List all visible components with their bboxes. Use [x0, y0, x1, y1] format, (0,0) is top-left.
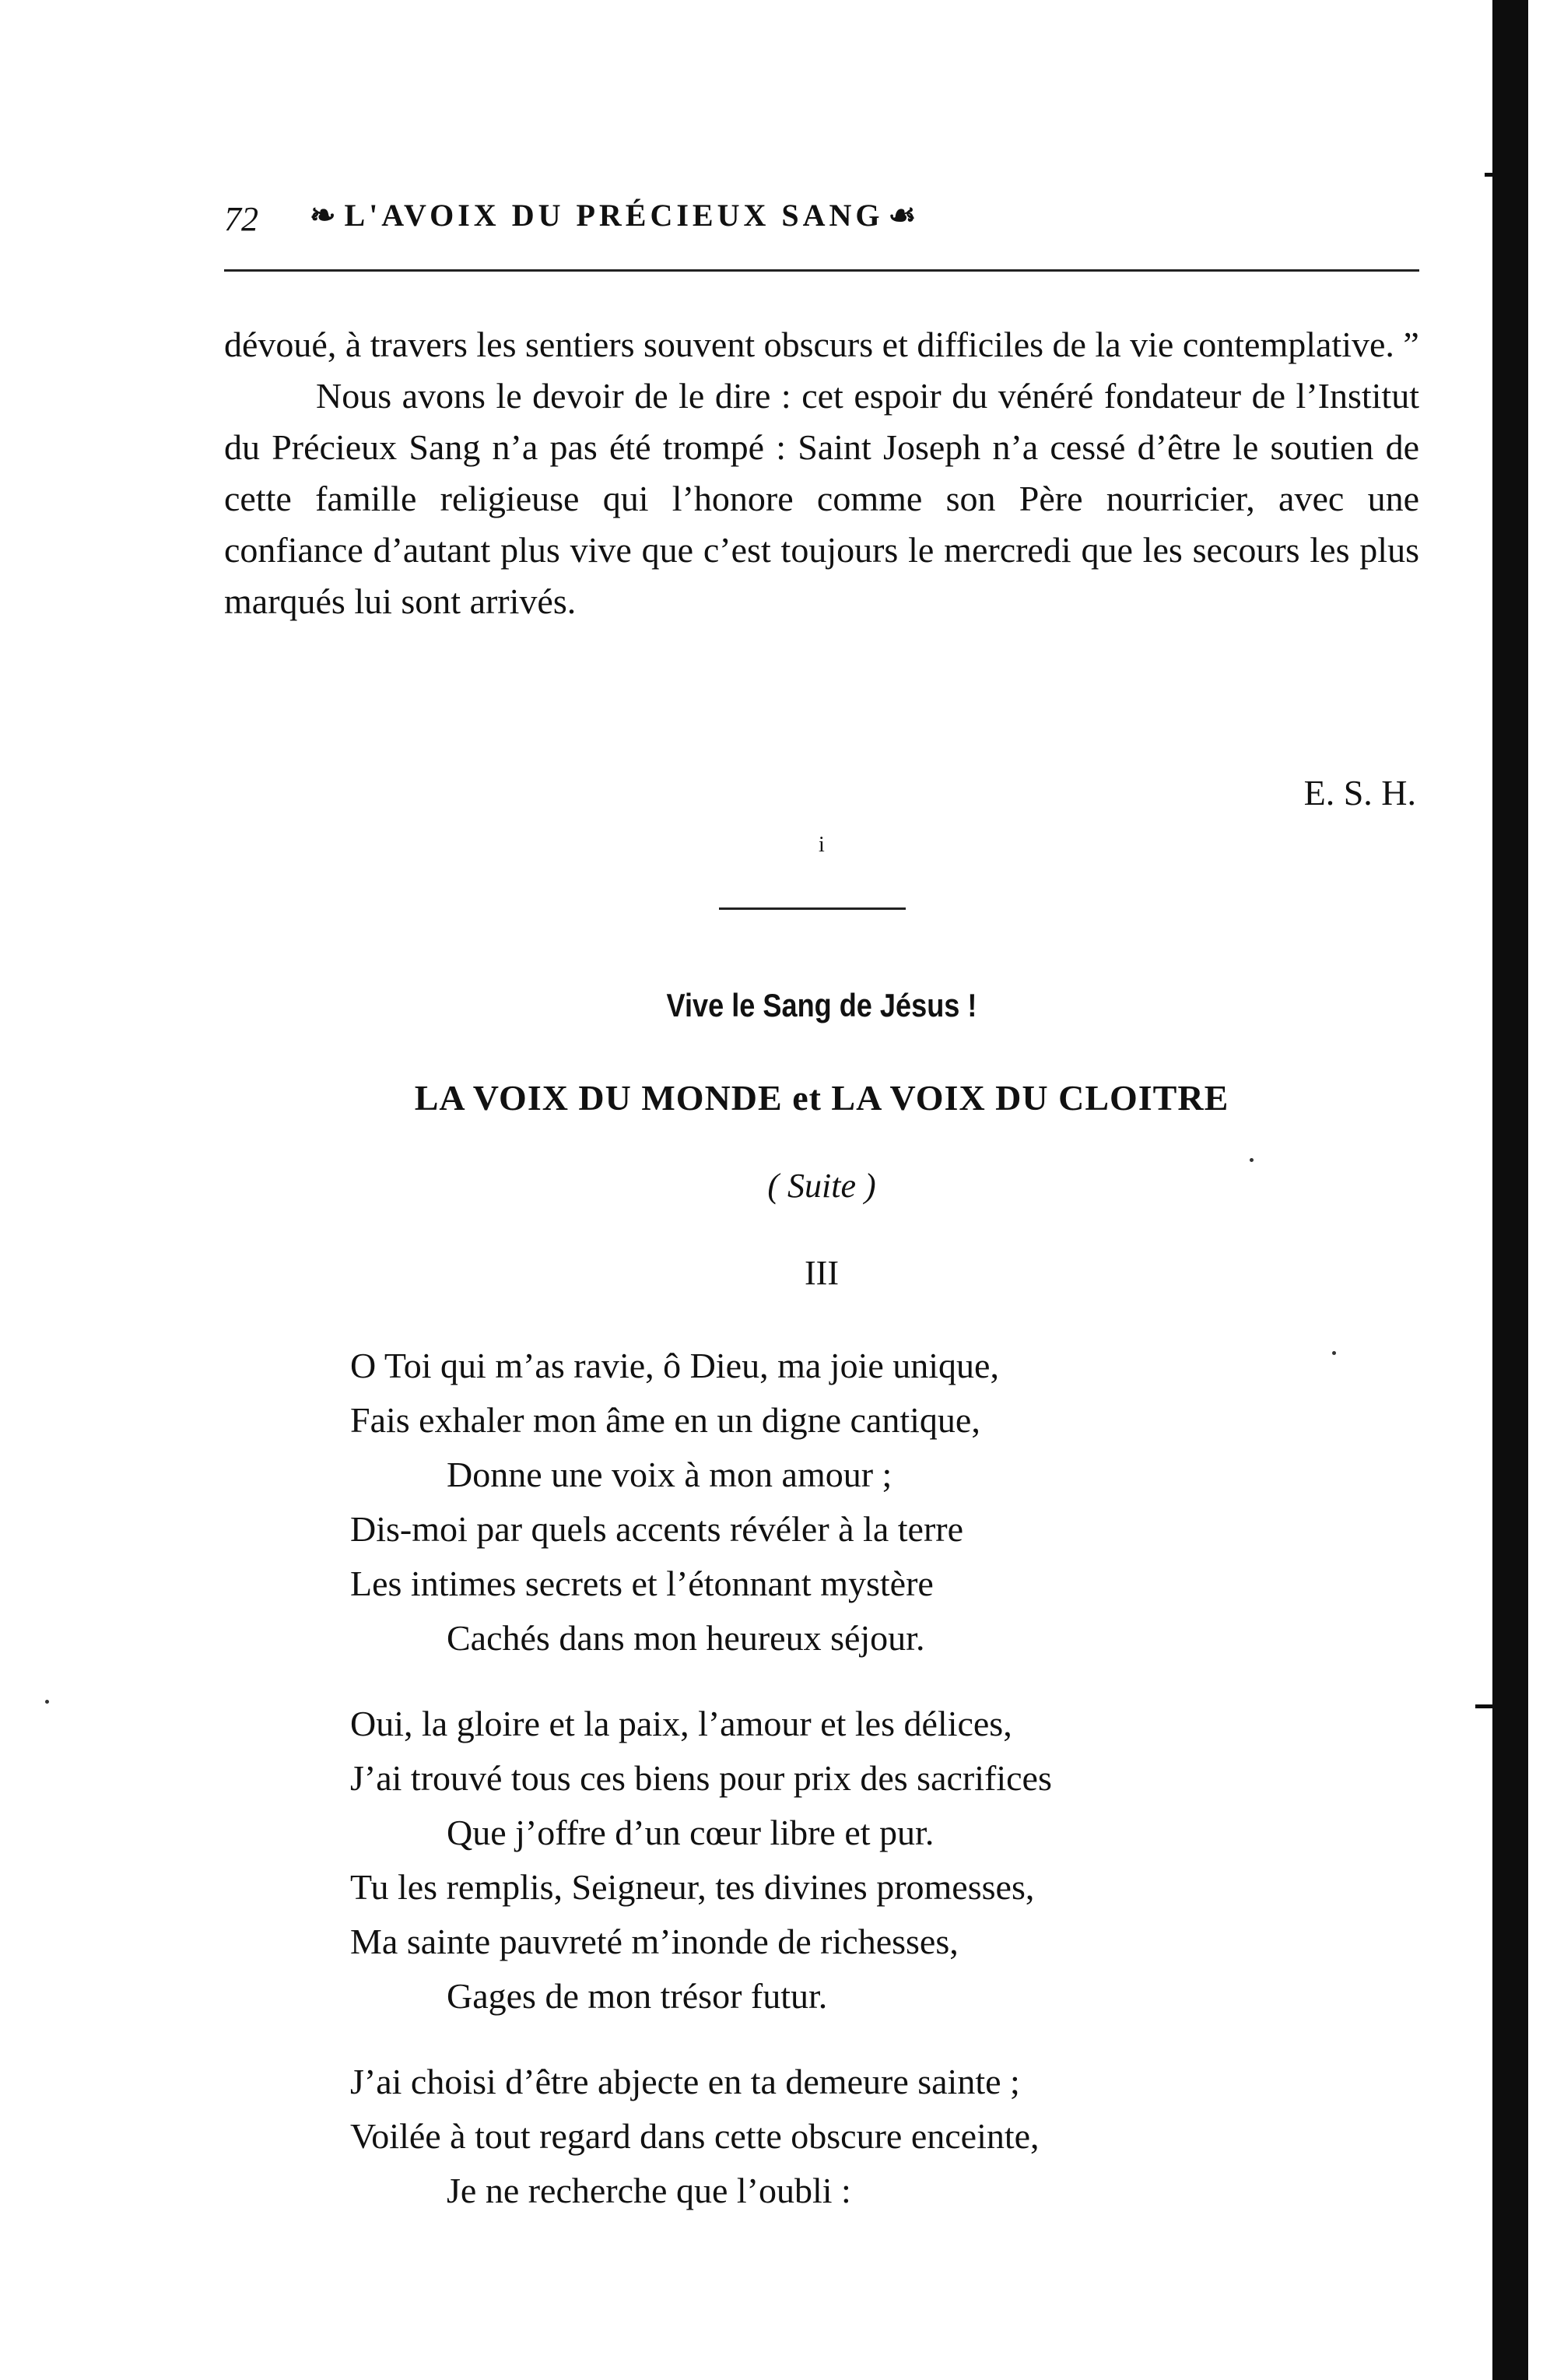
poem-subtitle: ( Suite ) [767, 1167, 876, 1205]
devotion-line: Vive le Sang de Jésus ! [666, 987, 977, 1023]
verse-line: Tu les remplis, Seigneur, tes divines promesses, [350, 1867, 1035, 1907]
stanza [350, 2055, 1408, 2218]
verse-line: Cachés dans mon heureux séjour. [447, 1618, 925, 1658]
header-rule [224, 269, 1419, 272]
verse-line: Ma sainte pauvreté m’inonde de richesses, [350, 1922, 959, 1961]
signature: E. S. H. [1303, 773, 1416, 813]
page-edge-binding [1492, 0, 1528, 2380]
verse-line: Dis-moi par quels accents révéler à la terre [350, 1509, 963, 1549]
verse-line: Les intimes secrets et l’étonnant mystère [350, 1564, 934, 1603]
poem [350, 1339, 1408, 2249]
verse-line: Je ne recherche que l’oubli : [447, 2171, 851, 2210]
verse-line: Que j’offre d’un cœur libre et pur. [447, 1813, 935, 1852]
stanza [350, 1697, 1408, 2024]
poem-title: LA VOIX DU MONDE et LA VOIX DU CLOITRE [414, 1078, 1229, 1118]
stanza [350, 1339, 1408, 1666]
prose-paragraph: dévoué, à travers les sentiers souvent obscurs et difficiles de la vie contemplative. ” [224, 325, 1419, 364]
verse-line: J’ai trouvé tous ces biens pour prix des sacrifices [350, 1758, 1052, 1798]
page-number: 72 [224, 200, 258, 238]
ornament-icon: ☙ [888, 197, 921, 233]
verse-line: Gages de mon trésor futur. [447, 1976, 828, 2016]
print-speck [1250, 1158, 1254, 1162]
stray-mark: i [819, 833, 825, 857]
binding-notch [1475, 1704, 1496, 1708]
verse-line: Donne une voix à mon amour ; [447, 1455, 892, 1494]
running-title: L'AVOIX DU PRÉCIEUX SANG [344, 197, 884, 233]
verse-line: O Toi qui m’as ravie, ô Dieu, ma joie unique, [350, 1346, 999, 1385]
verse-line: J’ai choisi d’être abjecte en ta demeure sainte ; [350, 2062, 1020, 2101]
verse-line: Voilée à tout regard dans cette obscure enceinte, [350, 2116, 1040, 2156]
print-speck [1332, 1351, 1336, 1355]
print-speck [45, 1700, 49, 1704]
verse-line: Fais exhaler mon âme en un digne cantique, [350, 1400, 980, 1440]
section-number: III [805, 1254, 839, 1292]
binding-notch [1485, 173, 1499, 177]
running-head [305, 193, 1425, 237]
prose-paragraph: Nous avons le devoir de le dire : cet espoir du vénéré fondateur de l’Institut du Précieux Sang n’a pas été trompé : Saint Joseph n’a cessé d’être le soutien de cette famille religieuse qui l’honore comme son Père nourricier, avec une confiance d’autant plus vive que c’est toujours le mercredi que les secours les plus marqués lui sont arrivés. [224, 376, 1419, 621]
prose-block [224, 319, 1419, 627]
verse-line: Oui, la gloire et la paix, l’amour et les délices, [350, 1704, 1012, 1743]
section-separator [719, 907, 906, 910]
ornament-icon: ❧ [310, 197, 340, 233]
